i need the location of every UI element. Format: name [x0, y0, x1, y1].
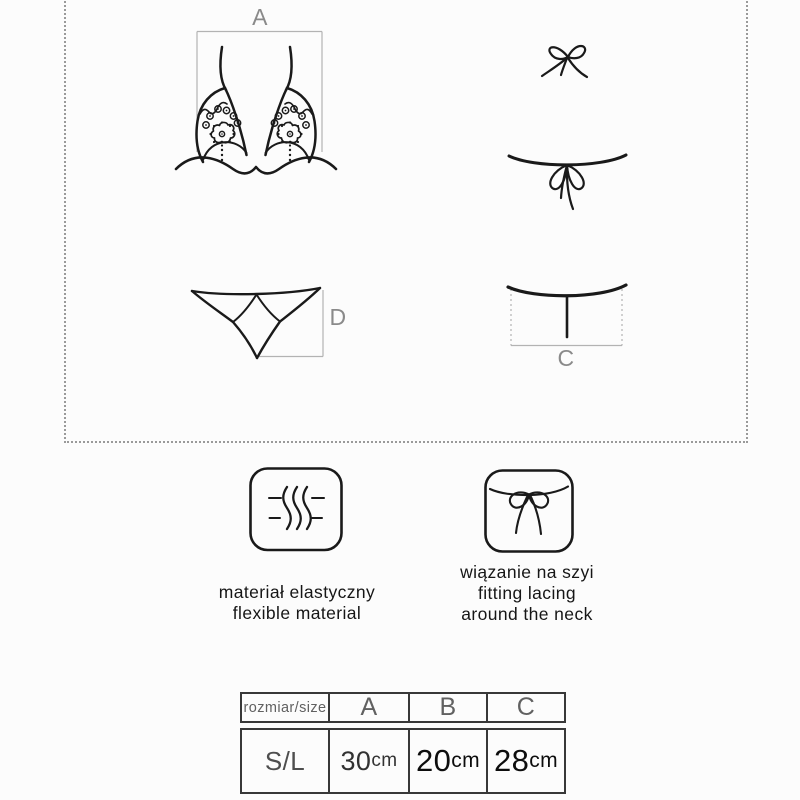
feature-caption-neck-lacing	[387, 562, 667, 625]
stretch-material-icon	[246, 464, 346, 554]
measurement-unit: cm	[529, 749, 559, 772]
measurement-number: 28	[493, 743, 530, 778]
measurement-unit: cm	[371, 750, 398, 771]
size-table-header-b: B	[408, 694, 486, 721]
size-table-row	[240, 728, 566, 794]
size-table-header-size: rozmiar/size	[243, 699, 327, 716]
panties-back-drawing	[508, 285, 626, 337]
measurement-number: 30	[340, 745, 372, 776]
measurement-c-cell	[486, 730, 564, 792]
caption-line: materiał elastyczny	[218, 582, 376, 602]
neck-lacing-icon	[481, 466, 577, 556]
measure-label-d: D	[329, 304, 347, 330]
caption-line: wiązanie na szyi	[460, 562, 594, 582]
caption-line: flexible material	[232, 603, 362, 623]
caption-line: around the neck	[461, 604, 593, 624]
panties-front-drawing	[192, 288, 320, 358]
size-table-header-row	[240, 692, 566, 723]
measurement-unit: cm	[451, 749, 481, 772]
measure-label-c: C	[557, 345, 575, 371]
size-table-header-c: C	[486, 694, 564, 721]
measurement-a-cell	[328, 730, 408, 792]
bikini-top-back-drawing	[509, 46, 626, 209]
measure-guide-d	[258, 290, 323, 357]
bikini-top-front-drawing	[176, 47, 336, 173]
measurement-number: 20	[415, 743, 452, 778]
size-table-header-a: A	[328, 694, 408, 721]
measure-label-a: A	[252, 4, 268, 30]
caption-line: fitting lacing	[477, 583, 576, 603]
measurement-b-cell	[408, 730, 486, 792]
size-value-cell: S/L	[264, 745, 306, 776]
